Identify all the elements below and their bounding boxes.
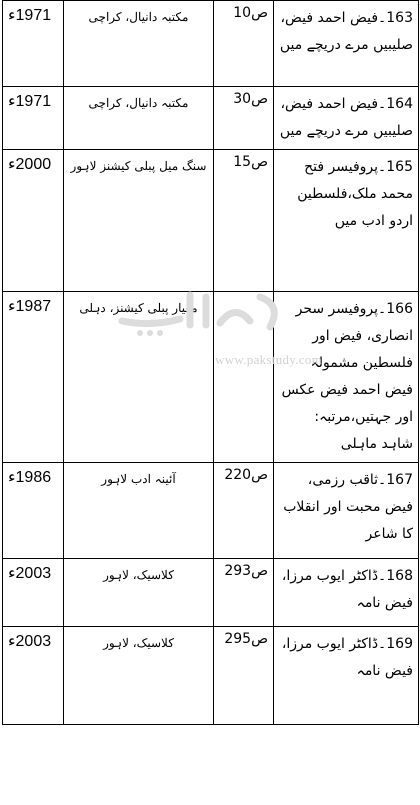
year-cell: 1987ء xyxy=(3,292,64,463)
title-cell: 167۔ثاقب رزمی، فیض محبت اور انقلاب کا شاعر xyxy=(274,463,419,559)
page-cell: ص293 xyxy=(214,559,274,627)
table-row xyxy=(3,559,419,627)
year-cell: 1971ء xyxy=(3,1,64,87)
title-cell: 164۔فیض احمد فیض، صلیبیں مرے دریچے میں xyxy=(274,87,419,150)
publisher-cell: کلاسیک، لاہور xyxy=(64,627,214,725)
page-cell: ص15 xyxy=(214,150,274,292)
table-row xyxy=(3,463,419,559)
title-cell: 168۔ڈاکٹر ایوب مرزا، فیض نامہ xyxy=(274,559,419,627)
pakstudy-watermark-url: www.pakstudy.com xyxy=(215,352,323,367)
page-cell: ص30 xyxy=(214,87,274,150)
bibliography-table xyxy=(2,0,419,725)
title-cell: 169۔ڈاکٹر ایوب مرزا، فیض نامہ xyxy=(274,627,419,725)
table-row xyxy=(3,1,419,87)
publisher-cell: کلاسیک، لاہور xyxy=(64,559,214,627)
table-row xyxy=(3,150,419,292)
page-cell: ص295 xyxy=(214,627,274,725)
publisher-cell: مکتبہ دانیال، کراچی xyxy=(64,1,214,87)
title-cell: 166۔پروفیسر سحر انصاری، فیض اور فلسطین مشمولہ فیض احمد فیض عکس اور جہتیں،مرتبہ: شاہد ماہلی xyxy=(274,292,419,463)
year-cell: 2003ء xyxy=(3,627,64,725)
table-row xyxy=(3,292,419,463)
table-row xyxy=(3,627,419,725)
publisher-cell: سنگ میل پبلی کیشنز لاہور xyxy=(64,150,214,292)
publisher-cell: معیار پبلی کیشنز، دہلی xyxy=(64,292,214,463)
table-row xyxy=(3,87,419,150)
title-cell: 165۔پروفیسر فتح محمد ملک،فلسطین اردو ادب میں xyxy=(274,150,419,292)
publisher-cell: مکتبہ دانیال، کراچی xyxy=(64,87,214,150)
title-cell: 163۔فیض احمد فیض، صلیبیں مرے دریچے میں xyxy=(274,1,419,87)
page-cell: ص10 xyxy=(214,1,274,87)
year-cell: 1986ء xyxy=(3,463,64,559)
page-cell: ص220 xyxy=(214,463,274,559)
year-cell: 2003ء xyxy=(3,559,64,627)
publisher-cell: آئینہ ادب لاہور xyxy=(64,463,214,559)
page-cell xyxy=(214,292,274,463)
year-cell: 2000ء xyxy=(3,150,64,292)
year-cell: 1971ء xyxy=(3,87,64,150)
